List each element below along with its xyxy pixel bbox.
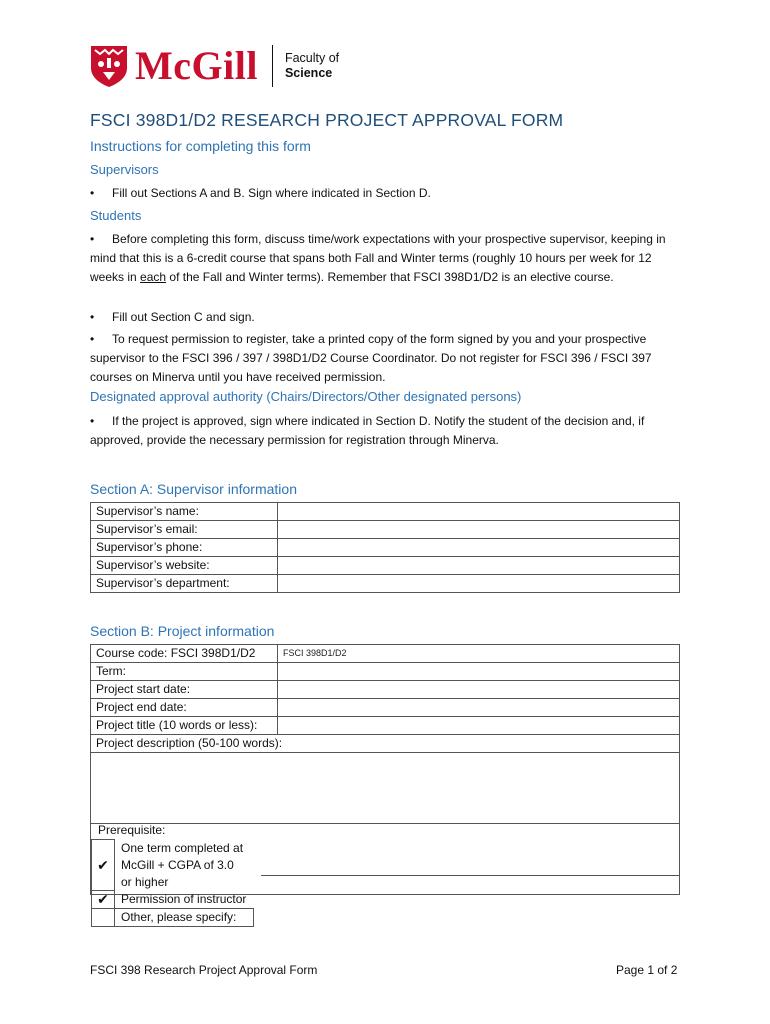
instructions-heading: Instructions for completing this form xyxy=(90,138,311,154)
prerequisite-row xyxy=(92,891,254,909)
logo-wordmark: McGill xyxy=(135,43,258,88)
prereq-checkbox-2[interactable]: ✔ xyxy=(92,891,115,909)
row-label: Supervisor’s name: xyxy=(91,503,278,521)
prereq-label-2: Permission of instructor xyxy=(121,891,247,906)
term-field[interactable] xyxy=(278,663,680,681)
bullet-text-post: of the Fall and Winter terms). Remember that FSCI 398D1/D2 is an elective course. xyxy=(166,270,614,284)
start-date-field[interactable] xyxy=(278,681,680,699)
row-label: Supervisor’s email: xyxy=(91,521,278,539)
designated-bullet xyxy=(90,412,680,450)
section-a-heading: Section A: Supervisor information xyxy=(90,481,297,497)
table-row xyxy=(91,539,680,557)
table-row xyxy=(91,645,680,663)
prerequisite-table xyxy=(91,839,254,927)
row-label: Project start date: xyxy=(91,681,278,699)
faculty-line1: Faculty of xyxy=(284,51,340,65)
row-label: Project end date: xyxy=(91,699,278,717)
table-row xyxy=(91,717,680,735)
supervisor-department-field[interactable] xyxy=(278,575,680,593)
students-heading: Students xyxy=(90,208,142,223)
course-code-field[interactable]: FSCI 398D1/D2 xyxy=(278,645,680,663)
designated-heading: Designated approval authority (Chairs/Directors/Other designated persons) xyxy=(90,389,522,404)
prerequisite-row xyxy=(92,909,254,927)
bullet-text: Fill out Sections A and B. Sign where indicated in Section D. xyxy=(112,186,431,200)
bullet-dot: • xyxy=(90,332,95,346)
supervisor-name-field[interactable] xyxy=(278,503,680,521)
footer-title: FSCI 398 Research Project Approval Form xyxy=(90,963,318,977)
table-row xyxy=(91,681,680,699)
table-row xyxy=(91,699,680,717)
prereq-checkbox-1[interactable]: ✔ xyxy=(92,840,115,891)
end-date-field[interactable] xyxy=(278,699,680,717)
logo-divider xyxy=(272,45,273,87)
project-info-table xyxy=(90,644,680,824)
students-bullet-3 xyxy=(90,330,680,387)
description-label: Project description (50-100 words): xyxy=(91,735,680,753)
students-bullet-2 xyxy=(90,308,680,327)
supervisor-email-field[interactable] xyxy=(278,521,680,539)
bullet-dot: • xyxy=(90,414,95,428)
students-bullet-1 xyxy=(90,230,680,287)
project-title-field[interactable] xyxy=(278,717,680,735)
document-title: FSCI 398D1/D2 RESEARCH PROJECT APPROVAL FORM xyxy=(90,110,564,130)
page-number: Page 1 of 2 xyxy=(616,963,678,977)
prereq-label-3: Other, please specify: xyxy=(115,909,254,927)
mcgill-shield-icon xyxy=(89,44,129,88)
supervisors-bullet xyxy=(90,184,680,203)
faculty-label xyxy=(285,51,339,81)
row-label: Supervisor’s department: xyxy=(91,575,278,593)
bullet-dot: • xyxy=(90,310,95,324)
table-row xyxy=(91,753,680,824)
bullet-text: Fill out Section C and sign. xyxy=(112,310,255,324)
supervisor-info-table xyxy=(90,502,680,593)
row-label: Term: xyxy=(91,663,278,681)
bullet-text: If the project is approved, sign where indicated in Section D. Notify the student of the decision and, if approved, provide the necessary permission for registration through Minerva. xyxy=(90,414,645,447)
table-row xyxy=(91,521,680,539)
row-label: Supervisor’s website: xyxy=(91,557,278,575)
bullet-dot: • xyxy=(90,186,95,200)
bullet-text-underlined: each xyxy=(140,270,167,284)
table-row xyxy=(91,557,680,575)
prereq-checkbox-3[interactable] xyxy=(92,909,115,927)
section-b-heading: Section B: Project information xyxy=(90,623,275,639)
table-row xyxy=(91,503,680,521)
other-specify-field[interactable] xyxy=(261,875,679,894)
prerequisite-box xyxy=(90,822,680,924)
supervisor-website-field[interactable] xyxy=(278,557,680,575)
project-description-field[interactable] xyxy=(91,753,680,824)
row-label: Supervisor’s phone: xyxy=(91,539,278,557)
row-label: Course code: FSCI 398D1/D2 xyxy=(91,645,278,663)
bullet-text: To request permission to register, take a printed copy of the form signed by you and your prospective supervisor to the FSCI 396 / 397 / 398D1/D2 Course Coordinator. Do not register for FSCI 396 / FSCI 397 courses on Minerva until you have received permission. xyxy=(90,332,652,384)
supervisor-phone-field[interactable] xyxy=(278,539,680,557)
prerequisite-label: Prerequisite: xyxy=(98,823,166,837)
mcgill-logo xyxy=(89,44,339,88)
table-row xyxy=(91,735,680,753)
faculty-line2: Science xyxy=(284,66,333,80)
table-row xyxy=(91,663,680,681)
bullet-dot: • xyxy=(90,232,95,246)
prereq-label-1: One term completed at McGill + CGPA of 3.0 or higher xyxy=(121,840,244,889)
row-label: Project title (10 words or less): xyxy=(91,717,278,735)
supervisors-heading: Supervisors xyxy=(90,162,159,177)
bullet-text-pre: Before completing this form, discuss time/work expectations with your prospective supervisor, keeping in mind that this is a 6-credit course that spans both Fall and Winter terms (roughly 10 hours per week for 12 weeks in xyxy=(90,232,666,284)
prerequisite-row xyxy=(92,840,254,891)
table-row xyxy=(91,575,680,593)
